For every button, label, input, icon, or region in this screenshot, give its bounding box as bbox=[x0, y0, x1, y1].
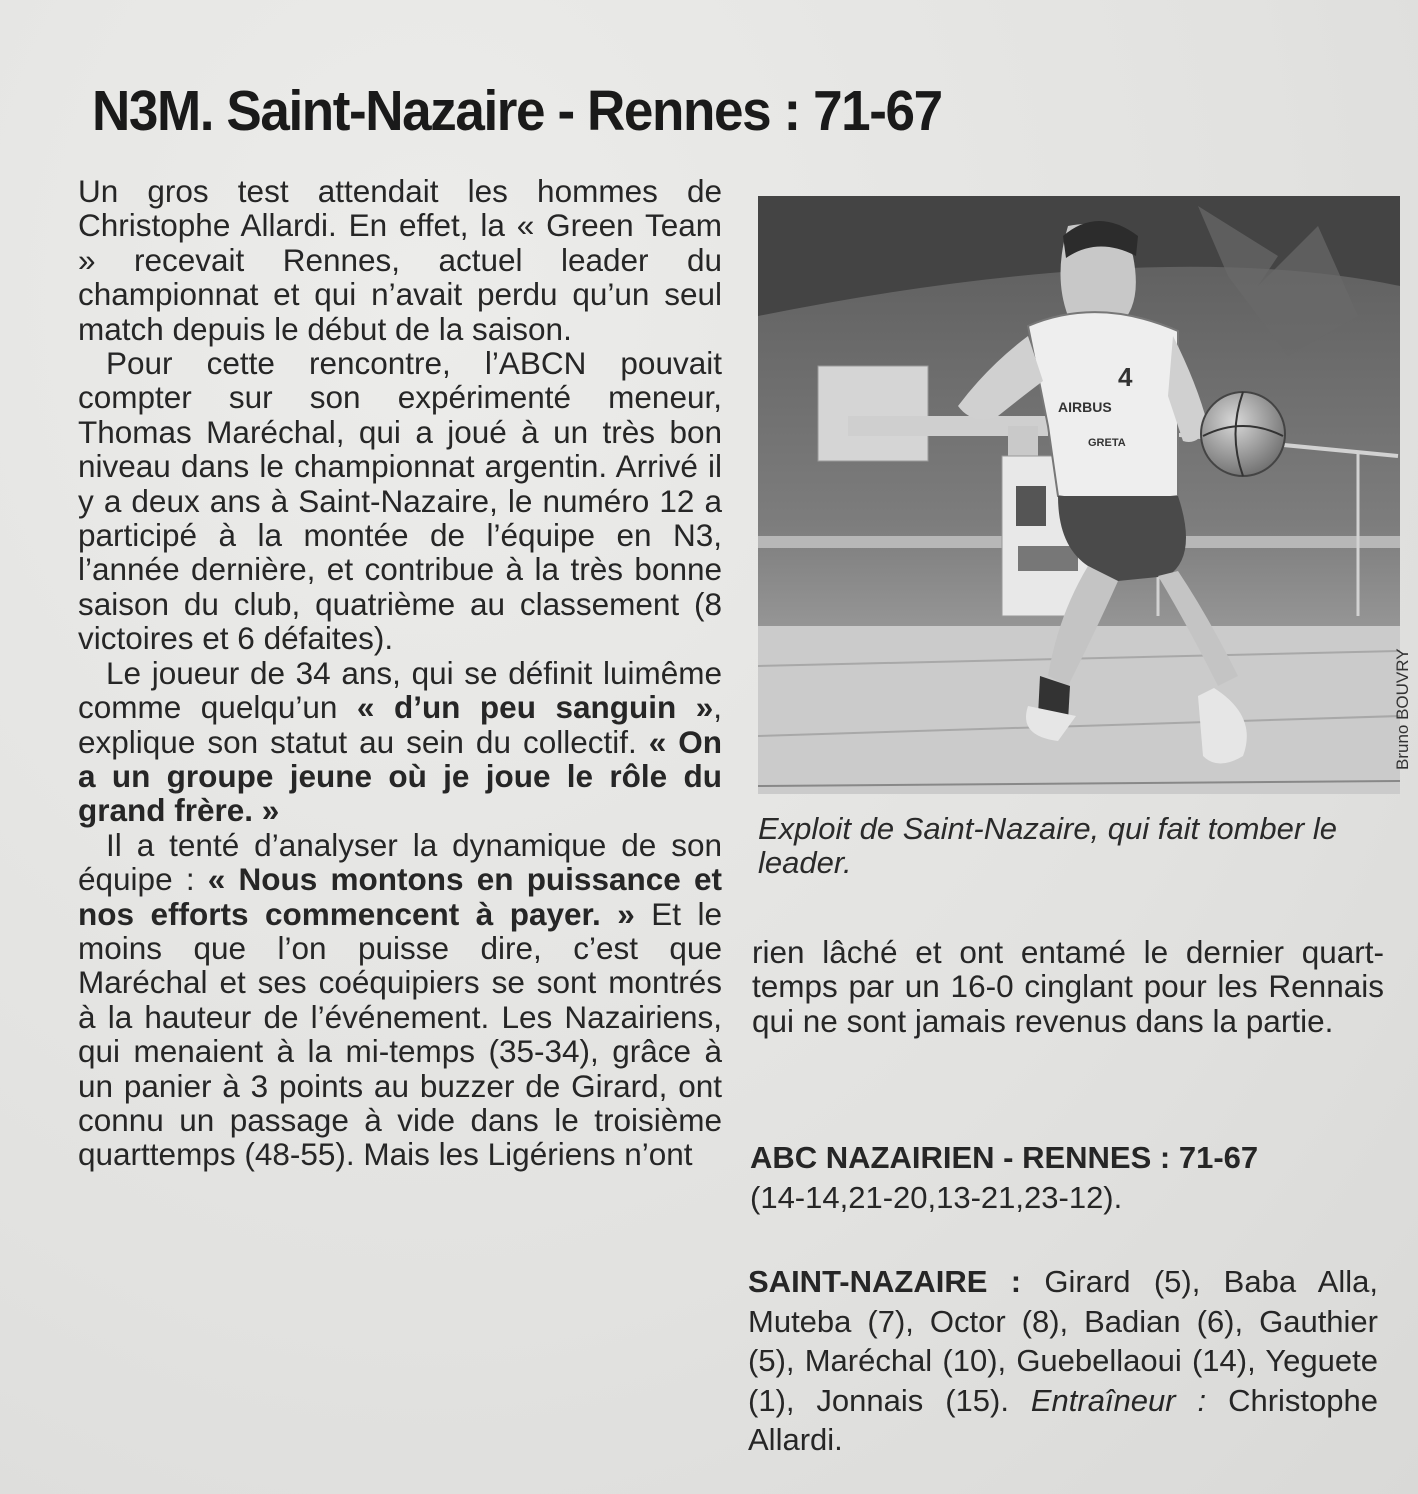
article-photo bbox=[758, 196, 1400, 794]
quote-grand-frere: « On a un groupe jeune où je joue le rôle du grand frère. » bbox=[78, 723, 722, 829]
paragraph-1: Un gros test attendait les hommes de Christophe Allardi. En effet, la « Green Team » recevait Rennes, actuel leader du championnat et qui n’avait perdu qu’un seul match depuis le début de la saison. bbox=[78, 173, 722, 347]
roster-coach-label: Entraîneur : bbox=[1030, 1382, 1207, 1418]
jersey-sponsor-airbus: AIRBUS bbox=[1058, 399, 1112, 415]
jersey-number: 4 bbox=[1118, 362, 1133, 392]
article-headline: N3M. Saint-Nazaire - Rennes : 71-67 bbox=[92, 79, 942, 143]
basketball-player-photo bbox=[758, 196, 1400, 794]
roster-players: Girard (5), Baba Alla, Muteba (7), Octor (8), Badian (6), Gauthier (5), Maréchal (10), Guebellaoui (14), Yeguete (1), Jonnais (15). bbox=[748, 1264, 1378, 1418]
article-body-left-column bbox=[78, 174, 722, 1172]
paragraph-3-text-a: Le joueur de 34 ans, qui se définit luimême comme quelqu’un bbox=[78, 654, 722, 726]
result-title: ABC NAZAIRIEN - RENNES : 71-67 bbox=[750, 1140, 1259, 1175]
photo-credit: Bruno BOUVRY bbox=[1393, 648, 1412, 770]
quote-sanguin: « d’un peu sanguin » bbox=[356, 689, 714, 726]
roster-coach-name: Christophe Allardi. bbox=[748, 1382, 1378, 1457]
quote-puissance: « Nous montons en puissance et nos efforts commencent à payer. » bbox=[78, 861, 722, 932]
team-roster bbox=[748, 1262, 1378, 1460]
paragraph-4-text-a: Il a tenté d’analyser la dynamique de son équipe : bbox=[78, 826, 722, 898]
article-body-right-column bbox=[752, 935, 1384, 1038]
paragraph-3 bbox=[78, 656, 722, 828]
paragraph-4-continued: rien lâché et ont entamé le dernier quarttemps par un 16-0 cinglant pour les Rennais qui ne sont jamais revenus dans la partie. bbox=[752, 934, 1384, 1039]
result-quarter-scores: (14-14,21-20,13-21,23-12). bbox=[750, 1180, 1123, 1215]
photo-caption: Exploit de Saint-Nazaire, qui fait tomber le leader. bbox=[758, 811, 1337, 880]
paragraph-4-text-b: Et le moins que l’on puisse dire, c’est que Maréchal et ses coéquipiers se sont montrés à la hauteur de l’événement. Les Nazairiens, qui menaient à la mi-temps (35-34), grâce à un panier à 3 points au buzzer de Girard, ont connu un passage à vide dans le troisième quarttemps (48-55). Mais les Ligériens n’ont bbox=[78, 895, 722, 1173]
paragraph-2: Pour cette rencontre, l’ABCN pouvait compter sur son expérimenté meneur, Thomas Maréchal, qui a joué à un très bon niveau dans le championnat argentin. Arrivé il y a deux ans à Saint-Nazaire, le numéro 12 a participé à la montée de l’équipe en N3, l’année dernière, et contribue à la très bonne saison du club, quatrième au classement (8 victoires et 6 défaites). bbox=[78, 345, 722, 657]
basketball-icon bbox=[1201, 392, 1285, 476]
roster-team-label: SAINT-NAZAIRE : bbox=[748, 1264, 1022, 1299]
paragraph-3-text-b: , explique son statut au sein du collectif. bbox=[78, 689, 722, 760]
paragraph-4 bbox=[78, 828, 722, 1172]
jersey-sponsor-greta: GRETA bbox=[1088, 437, 1126, 449]
